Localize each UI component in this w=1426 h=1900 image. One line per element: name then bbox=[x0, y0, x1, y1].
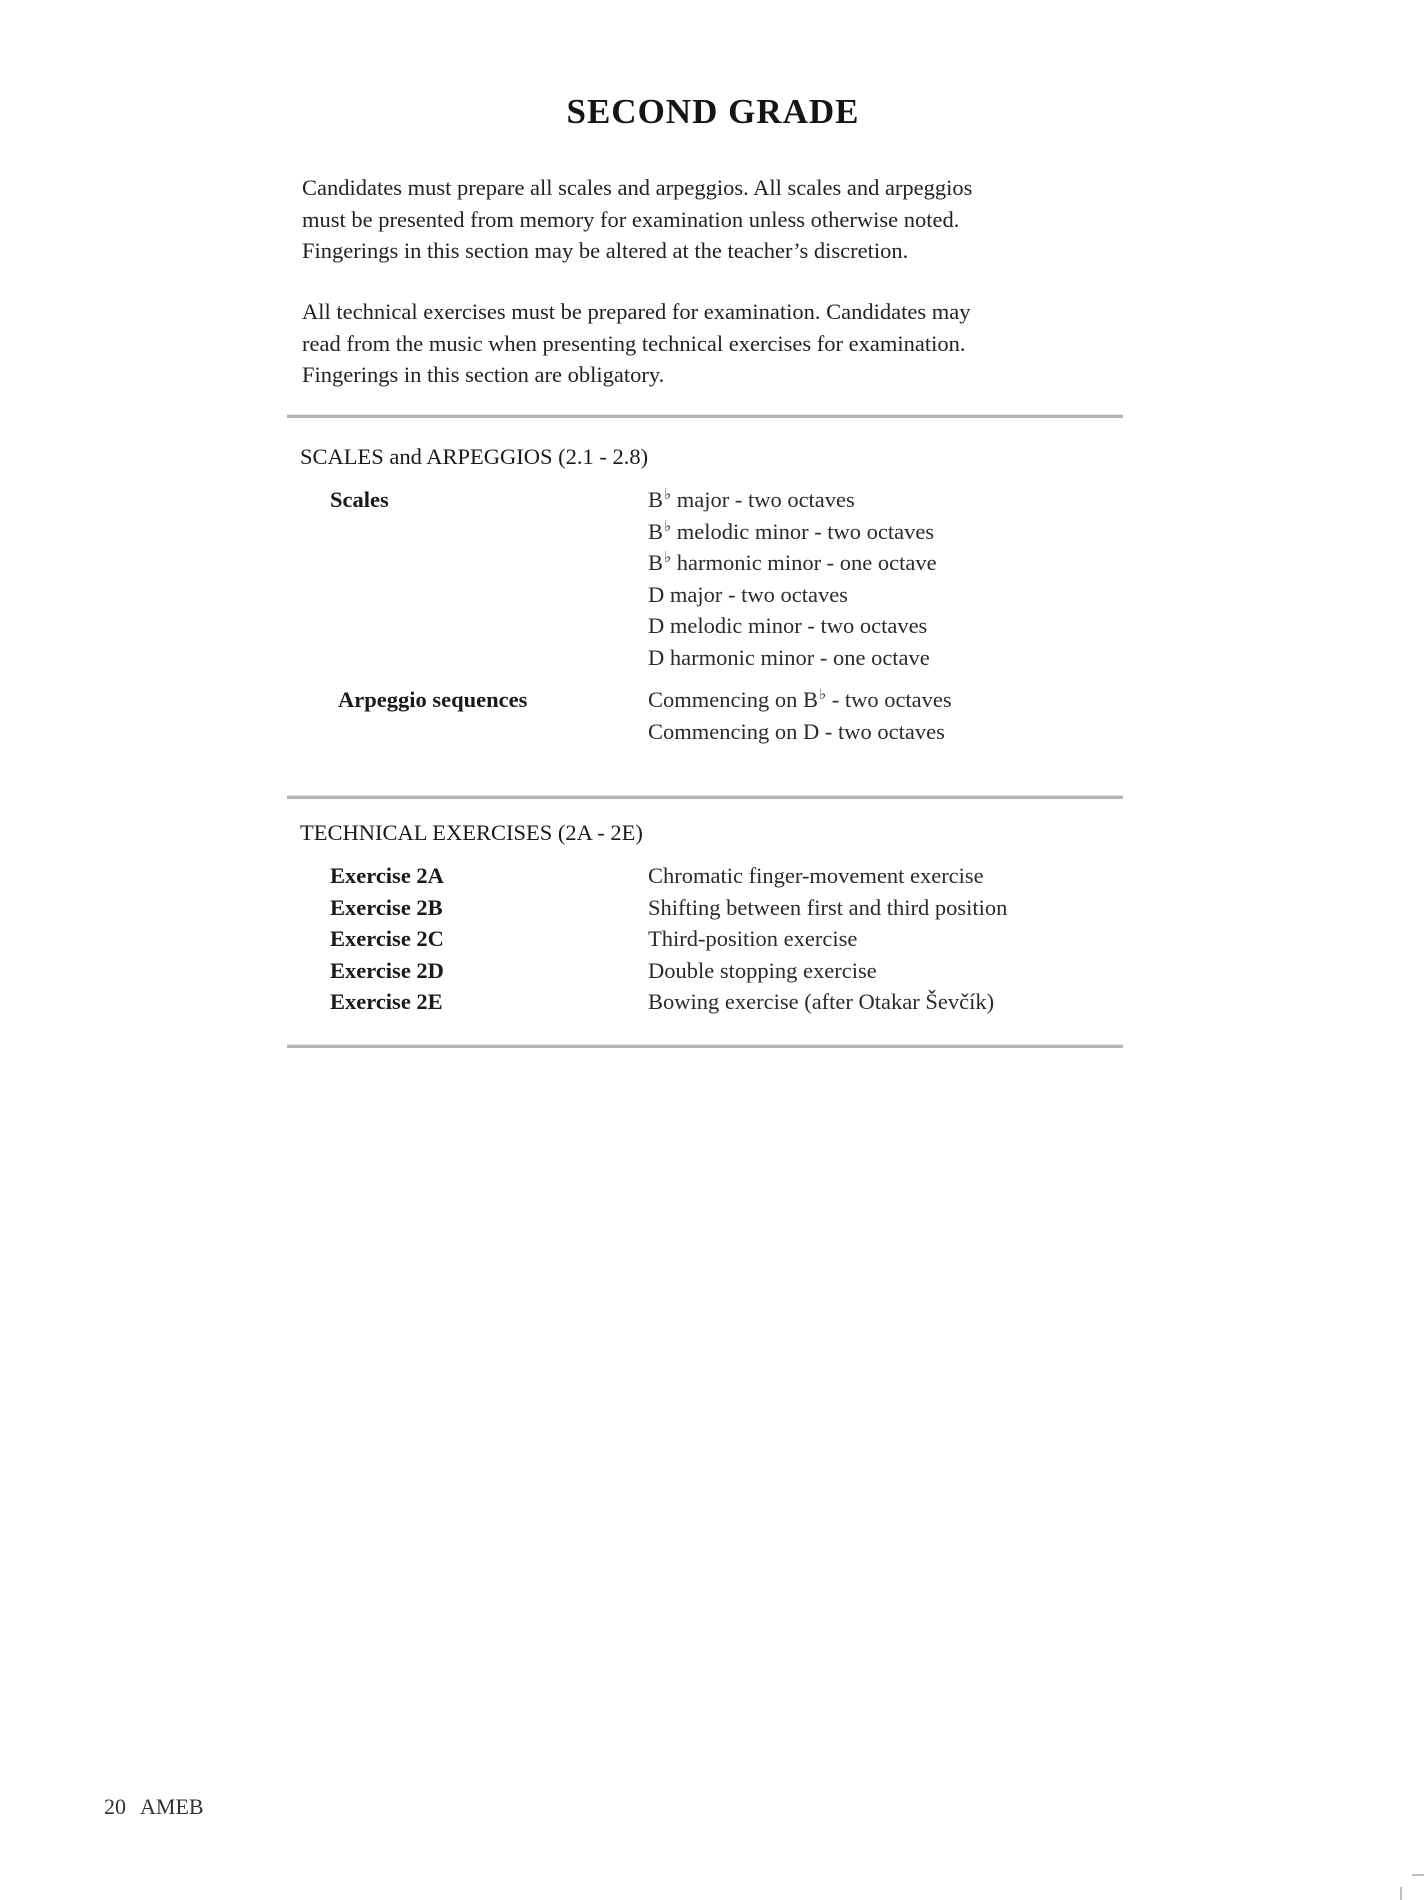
page-footer bbox=[104, 1794, 204, 1820]
exercise-description: Bowing exercise (after Otakar Ševčík) bbox=[648, 989, 995, 1014]
crop-mark-vertical bbox=[1400, 1887, 1402, 1900]
scale-item: D melodic minor - two octaves bbox=[648, 613, 928, 638]
page-title: SECOND GRADE bbox=[566, 92, 860, 131]
exercise-description: Third-position exercise bbox=[648, 926, 858, 951]
exercise-label: Exercise 2D bbox=[330, 957, 444, 983]
exercise-description: Shifting between first and third position bbox=[648, 894, 1008, 920]
exercise-label: Exercise 2B bbox=[330, 894, 443, 920]
scale-item: B♭ major - two octaves bbox=[648, 487, 855, 512]
flat-sign-icon: ♭ bbox=[664, 487, 672, 503]
exercise-label: Exercise 2C bbox=[330, 926, 444, 951]
page-number: 20 bbox=[104, 1794, 126, 1819]
publisher-name: AMEB bbox=[140, 1794, 204, 1819]
intro-paragraph-1 bbox=[302, 172, 1122, 267]
exercise-description: Chromatic finger-movement exercise bbox=[648, 863, 984, 888]
arpeggio-label: Arpeggio sequences bbox=[338, 687, 528, 712]
intro-line: Fingerings in this section may be altered at the teacher’s discretion. bbox=[302, 238, 909, 263]
intro-line: Candidates must prepare all scales and arpeggios. All scales and arpeggios bbox=[302, 175, 973, 200]
scales-label: Scales bbox=[330, 487, 389, 512]
intro-line: must be presented from memory for examination unless otherwise noted. bbox=[302, 206, 960, 232]
flat-sign-icon: ♭ bbox=[664, 518, 672, 535]
intro-line: Fingerings in this section are obligatory. bbox=[302, 362, 665, 387]
scale-item: B♭ melodic minor - two octaves bbox=[648, 518, 935, 544]
scale-item: D major - two octaves bbox=[648, 581, 848, 607]
flat-sign-icon: ♭ bbox=[664, 550, 672, 566]
exercise-description: Double stopping exercise bbox=[648, 957, 877, 983]
scale-item: D harmonic minor - one octave bbox=[648, 644, 930, 670]
scales-section-heading: SCALES and ARPEGGIOS (2.1 - 2.8) bbox=[300, 444, 649, 469]
divider-middle bbox=[287, 795, 1123, 799]
intro-paragraph-2 bbox=[302, 296, 1122, 391]
exercise-label: Exercise 2A bbox=[330, 863, 444, 888]
arpeggio-item: Commencing on D - two octaves bbox=[648, 718, 945, 744]
divider-bottom bbox=[287, 1044, 1123, 1048]
flat-sign-icon: ♭ bbox=[819, 687, 827, 703]
intro-line: All technical exercises must be prepared for examination. Candidates may bbox=[302, 299, 971, 324]
crop-mark-horizontal bbox=[1412, 1874, 1424, 1876]
technical-section-heading: TECHNICAL EXERCISES (2A - 2E) bbox=[300, 820, 643, 845]
exercise-label: Exercise 2E bbox=[330, 989, 443, 1014]
intro-line: read from the music when presenting technical exercises for examination. bbox=[302, 330, 966, 356]
arpeggio-item: Commencing on B♭ - two octaves bbox=[648, 687, 952, 712]
divider-top bbox=[287, 414, 1123, 418]
scale-item: B♭ harmonic minor - one octave bbox=[648, 550, 937, 575]
